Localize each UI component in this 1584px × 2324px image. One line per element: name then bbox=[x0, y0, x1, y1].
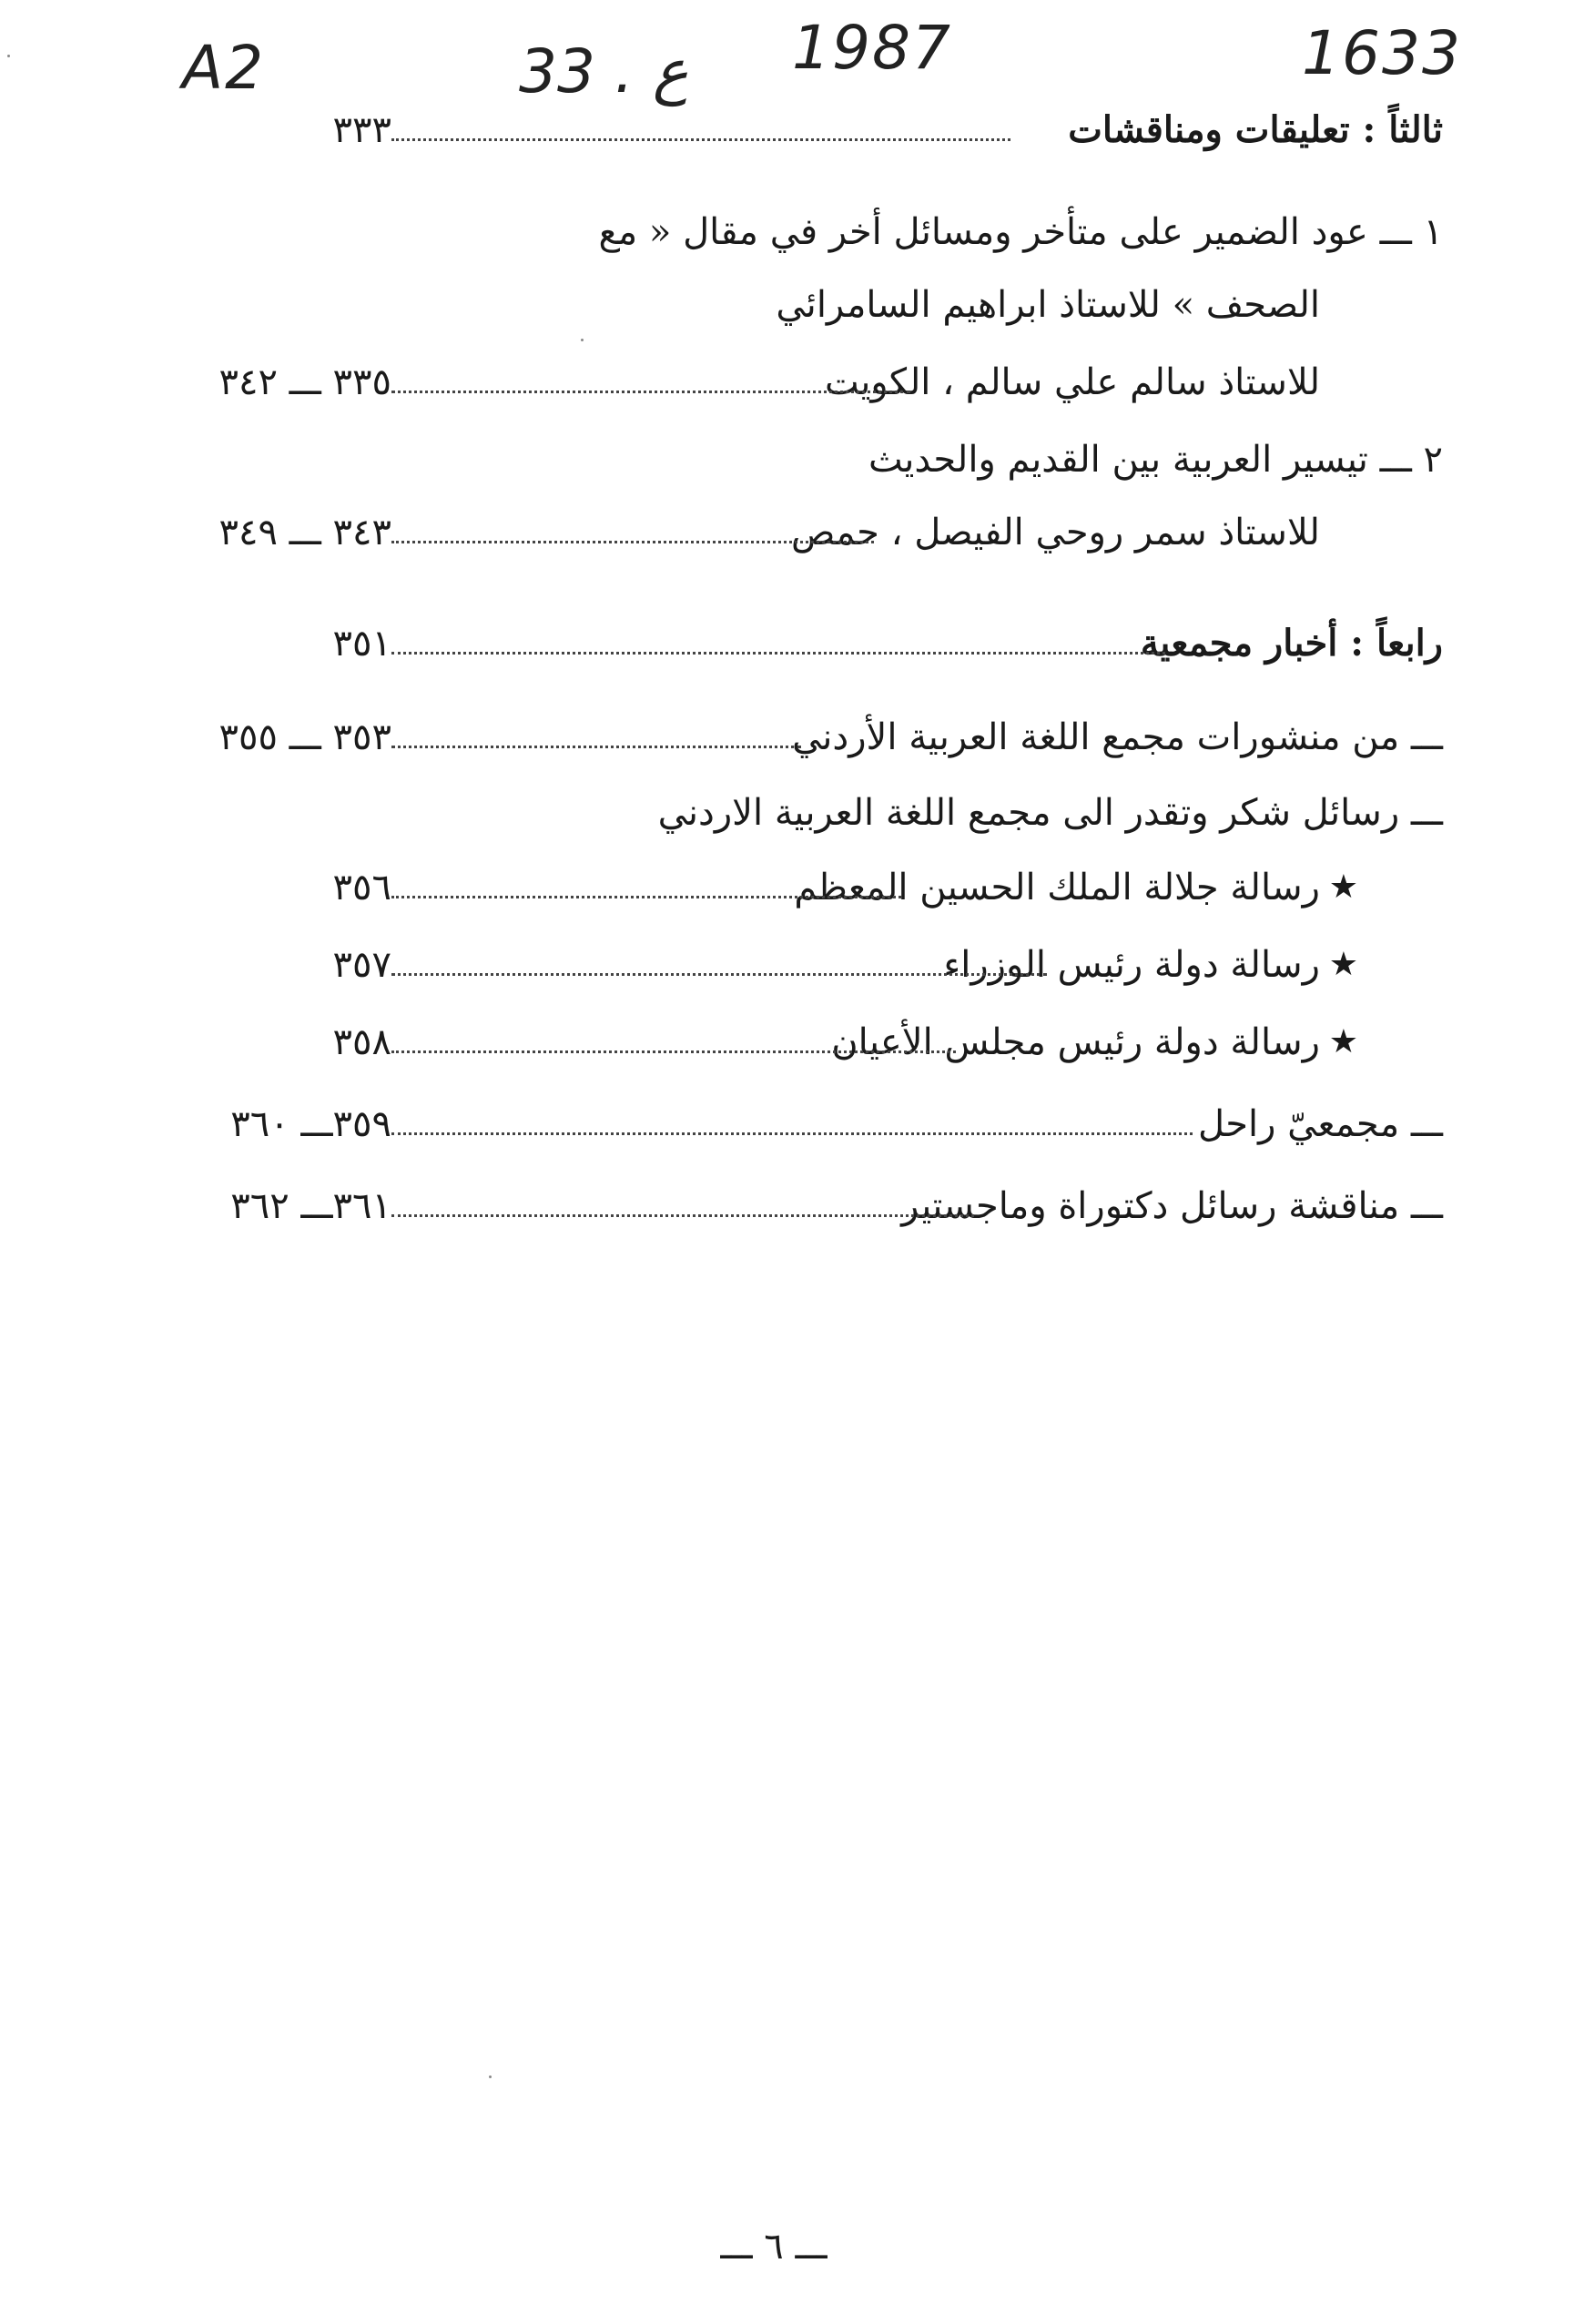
entry-title: ٢ ـــ تيسير العربية بين القديم والحديث bbox=[868, 439, 1443, 481]
entry-title: ـــ من منشورات مجمع اللغة العربية الأردني bbox=[791, 716, 1443, 758]
dot-leader bbox=[391, 1214, 974, 1217]
toc-entry bbox=[91, 501, 1493, 564]
dot-leader bbox=[391, 391, 910, 393]
toc-entry bbox=[91, 856, 1493, 919]
toc-entry bbox=[91, 1174, 1493, 1238]
handwritten-a2: A2 bbox=[182, 33, 266, 103]
toc-item-line bbox=[91, 428, 1493, 492]
toc-entry bbox=[91, 705, 1493, 769]
handwritten-volume: 33 . ع bbox=[519, 36, 689, 107]
page-ref: ٣٣٥ ـــ ٣٤٢ bbox=[218, 361, 391, 403]
dot-leader bbox=[391, 1050, 956, 1053]
section-heading: رابعاً : أخبار مجمعية bbox=[1140, 622, 1443, 665]
toc-entry bbox=[91, 350, 1493, 414]
scan-speck bbox=[489, 2075, 492, 2078]
dot-leader bbox=[391, 652, 1165, 655]
page-ref: ٣٥٣ ـــ ٣٥٥ bbox=[218, 716, 391, 758]
star-icon: ★ bbox=[1328, 1023, 1358, 1061]
dot-leader bbox=[391, 1132, 1193, 1135]
dot-leader bbox=[391, 746, 801, 748]
page-ref: ٣٣٣ bbox=[332, 109, 391, 151]
entry-title: ـــ مناقشة رسائل دكتوراة وماجستير bbox=[901, 1185, 1443, 1227]
toc-entry bbox=[91, 1010, 1493, 1074]
entry-title: ١ ـــ عود الضمير على متأخر ومسائل أخر في مقال « مع bbox=[598, 211, 1443, 253]
toc-entry bbox=[91, 1092, 1493, 1156]
toc-section-third bbox=[91, 98, 1493, 162]
entry-title: ـــ مجمعيّ راحل bbox=[1197, 1103, 1443, 1145]
entry-author: للاستاذ سمر روحي الفيصل ، حمص bbox=[791, 512, 1320, 553]
dot-leader bbox=[391, 138, 1010, 141]
entry-title: ـــ رسائل شكر وتقدر الى مجمع اللغة العربية الاردني bbox=[657, 792, 1443, 834]
entry-title: رسالة دولة رئيس مجلس الأعيان bbox=[831, 1021, 1320, 1063]
dot-leader bbox=[391, 896, 901, 898]
star-icon: ★ bbox=[1328, 946, 1358, 983]
page-ref: ٣٥١ bbox=[332, 623, 391, 665]
entry-title: رسالة دولة رئيس الوزراء bbox=[943, 944, 1320, 986]
toc-item-line bbox=[91, 781, 1493, 845]
handwritten-year: 1987 bbox=[792, 13, 952, 83]
page-ref: ٣٥٨ bbox=[332, 1021, 391, 1063]
scan-speck bbox=[581, 339, 584, 341]
toc-item-line bbox=[91, 200, 1493, 264]
toc-entry bbox=[91, 933, 1493, 997]
page-ref: ٣٤٣ ـــ ٣٤٩ bbox=[218, 512, 391, 553]
star-icon: ★ bbox=[1328, 868, 1358, 906]
page-ref: ٣٦١ـــ ٣٦٢ bbox=[230, 1185, 391, 1227]
entry-title: رسالة جلالة الملك الحسين المعظم bbox=[794, 867, 1320, 908]
handwritten-number: 1633 bbox=[1302, 18, 1462, 88]
section-heading: ثالثاً : تعليقات ومناقشات bbox=[1068, 108, 1443, 151]
page-ref: ٣٥٦ bbox=[332, 867, 391, 908]
page-number: ـــ ٦ ـــ bbox=[720, 2226, 828, 2268]
dot-leader bbox=[391, 541, 874, 543]
entry-author: للاستاذ سالم علي سالم ، الكويت bbox=[824, 361, 1320, 403]
dot-leader bbox=[391, 973, 1047, 976]
toc-section-fourth bbox=[91, 612, 1493, 675]
page-ref: ٣٥٩ـــ ٣٦٠ bbox=[230, 1103, 391, 1145]
scan-speck bbox=[7, 55, 10, 57]
entry-title: الصحف » للاستاذ ابراهيم السامرائي bbox=[776, 284, 1320, 326]
toc-item-line bbox=[91, 273, 1493, 337]
page-ref: ٣٥٧ bbox=[332, 944, 391, 986]
